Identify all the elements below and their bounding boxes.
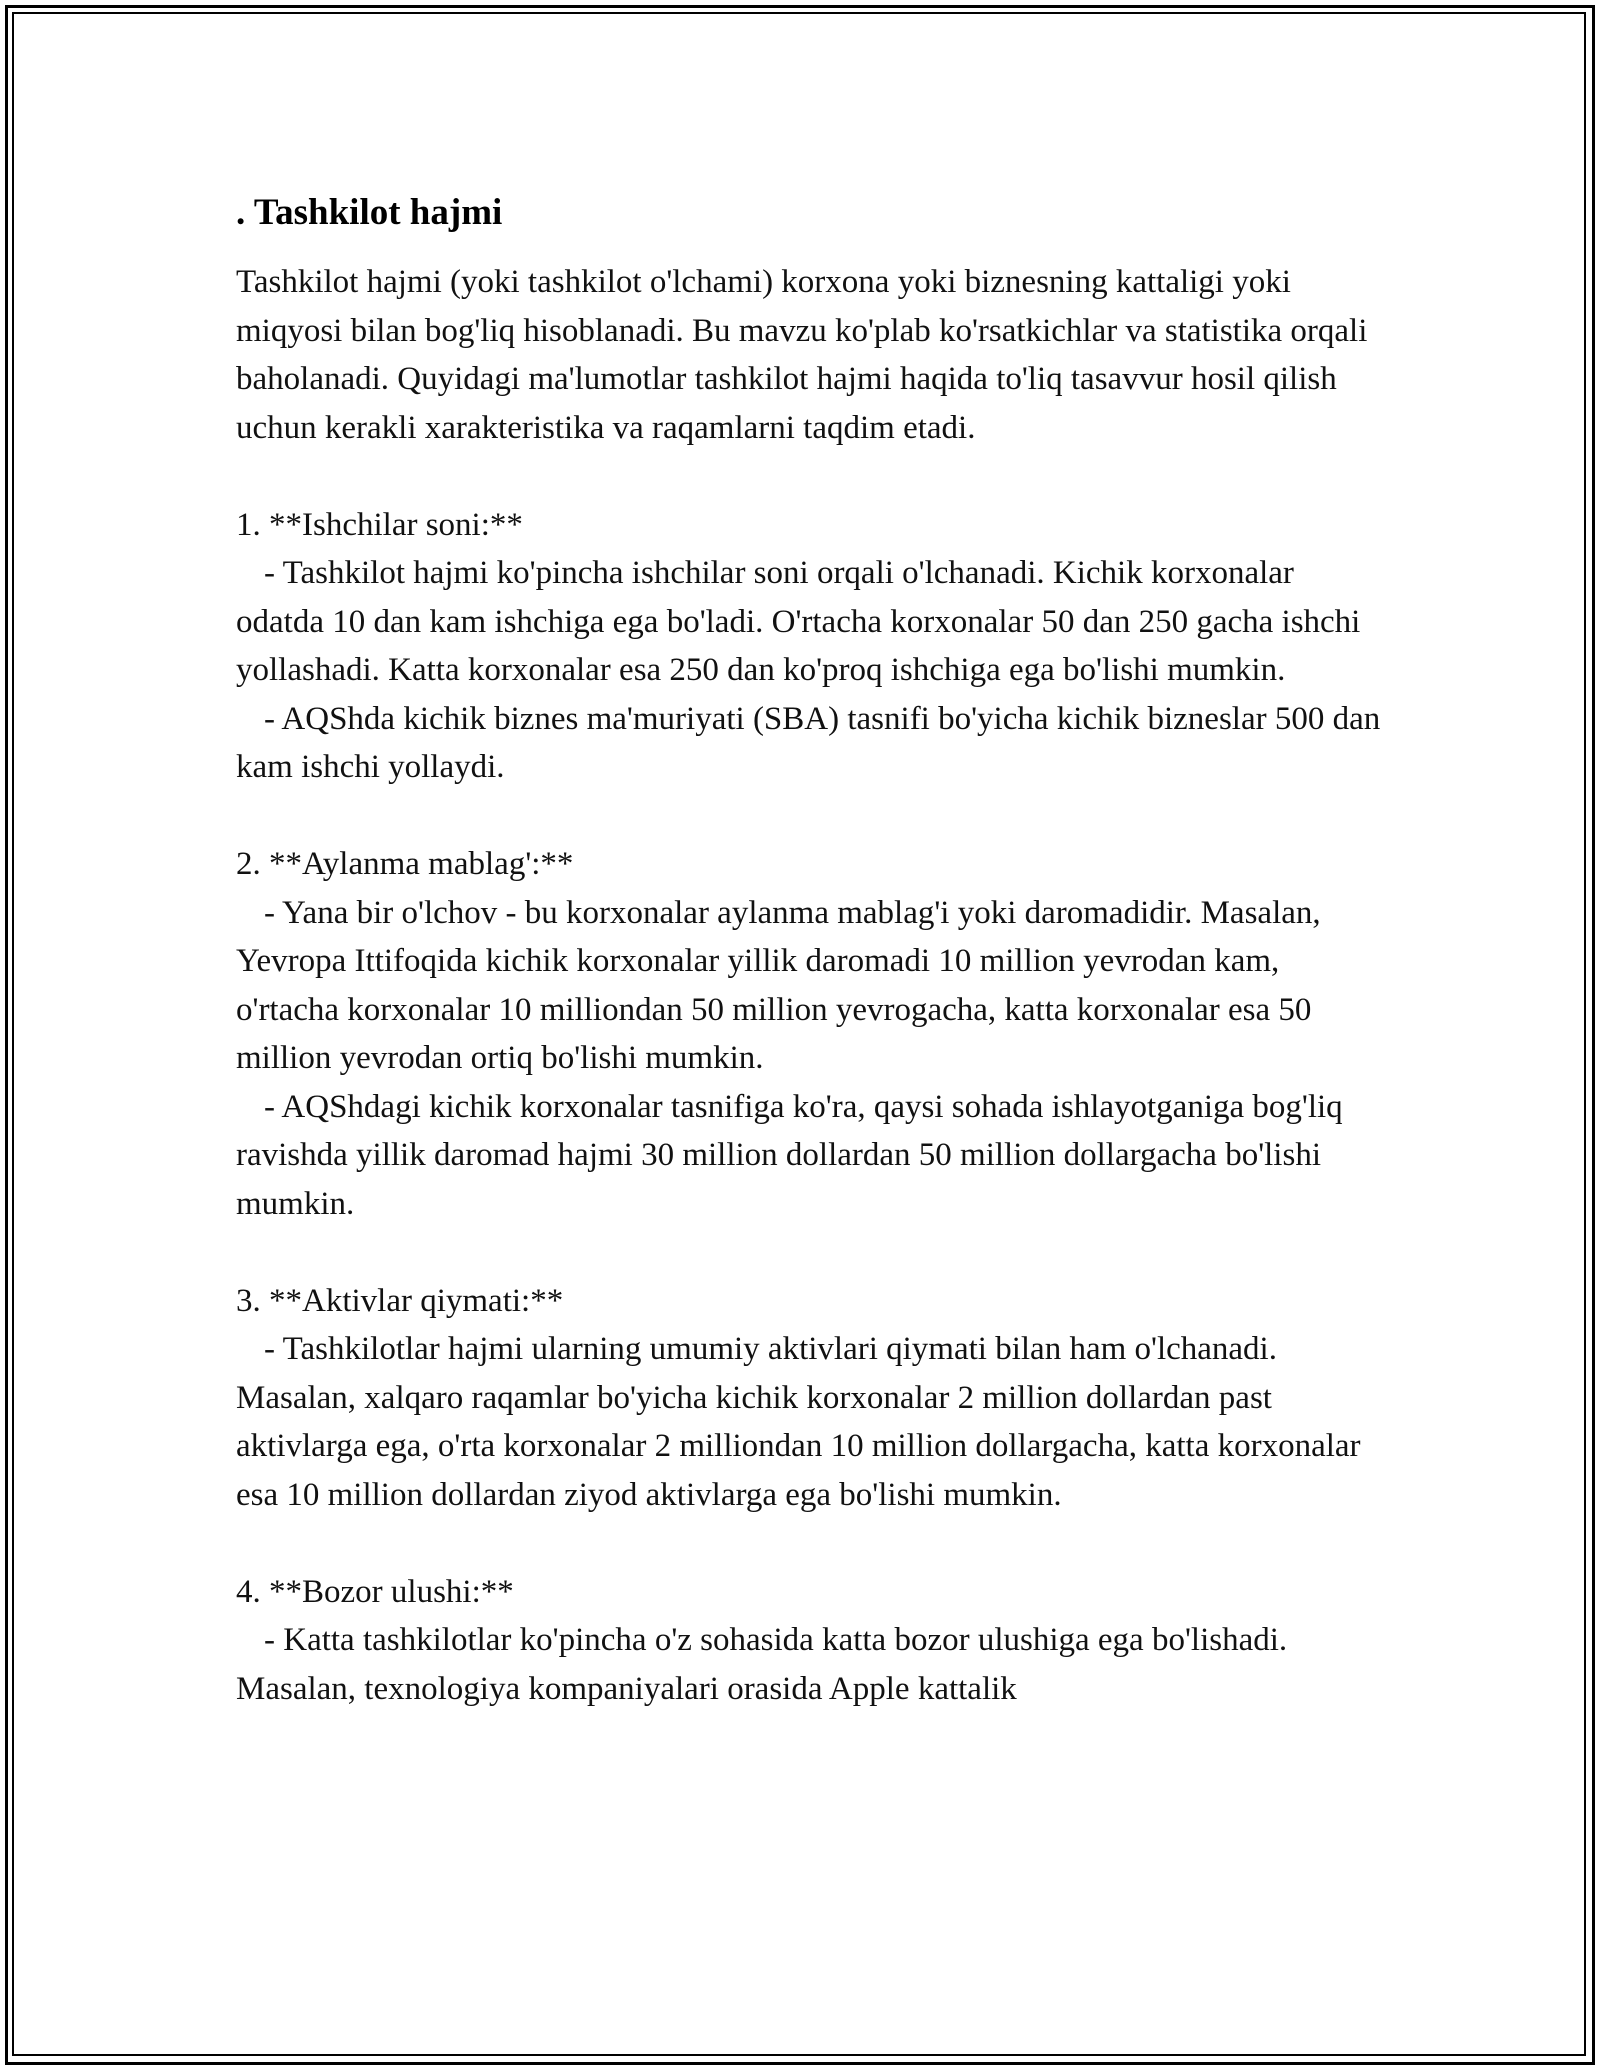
section-heading: 4. **Bozor ulushi:** (236, 1573, 514, 1610)
section-bullet: - AQShda kichik biznes ma'muriyati (SBA) tasnifi bo'yicha kichik bizneslar 500 dan kam ishchi yollaydi. (236, 700, 1389, 785)
section-4 (236, 1568, 1386, 1714)
section-bullet: - Tashkilotlar hajmi ularning umumiy aktivlari qiymati bilan ham o'lchanadi. Masalan, xalqaro raqamlar bo'yicha kichik korxonalar 2 million dollardan past aktivlarga ega, o'rta korxonalar 2 milliondan 10 million dollargacha, katta korxonalar esa 10 million dollardan ziyod aktivlarga ega bo'lishi mumkin. (236, 1331, 1369, 1513)
intro-paragraph: Tashkilot hajmi (yoki tashkilot o'lchami) korxona yoki biznesning kattaligi yoki miqyosi bilan bog'liq hisoblanadi. Bu mavzu ko'plab ko'rsatkichlar va statistika orqali baholanadi. Quyidagi ma'lumotlar tashkilot hajmi haqida to'liq tasavvur hosil qilish uchun kerakli xarakteristika va raqamlarni taqdim etadi. (236, 264, 1376, 446)
spacer (236, 1519, 1386, 1568)
section-heading: 2. **Aylanma mablag':** (236, 846, 574, 882)
spacer (236, 1228, 1386, 1277)
section-bullet: - Katta tashkilotlar ko'pincha o'z sohasida katta bozor ulushiga ega bo'lishadi. Masalan, texnologiya kompaniyalari orasida Apple kattalik (236, 1622, 1296, 1707)
section-bullet: - AQShdagi kichik korxonalar tasnifiga ko'ra, qaysi sohada ishlayotganiga bog'liq ravishda yillik daromad hajmi 30 million dollardan 50 million dollargacha bo'lishi mumkin. (236, 1088, 1351, 1222)
section-1 (236, 501, 1389, 792)
spacer (236, 792, 1386, 841)
section-bullet: - Yana bir o'lchov - bu korxonalar aylanma mablag'i yoki daromadidir. Masalan, Yevropa Ittifoqida kichik korxonalar yillik daromadi 10 million yevrodan kam, o'rtacha korxonalar 10 milliondan 50 million yevrogacha, katta korxonalar esa 50 million yevrodan ortiq bo'lishi mumkin. (236, 894, 1328, 1076)
section-heading: 3. **Aktivlar qiymati:** (236, 1282, 564, 1319)
document-body (236, 188, 1389, 1713)
section-2 (236, 840, 1386, 1228)
section-heading: 1. **Ishchilar soni:** (236, 506, 523, 543)
section-3 (236, 1277, 1386, 1520)
section-bullet: - Tashkilot hajmi ko'pincha ishchilar soni orqali o'lchanadi. Kichik korxonalar odatda 10 dan kam ishchiga ega bo'ladi. O'rtacha korxonalar 50 dan 250 gacha ishchi yollashadi. Katta korxonalar esa 250 dan ko'proq ishchiga ega bo'lishi mumkin. (236, 555, 1369, 688)
spacer (236, 452, 1386, 501)
document-title: . Tashkilot hajmi (236, 192, 503, 233)
